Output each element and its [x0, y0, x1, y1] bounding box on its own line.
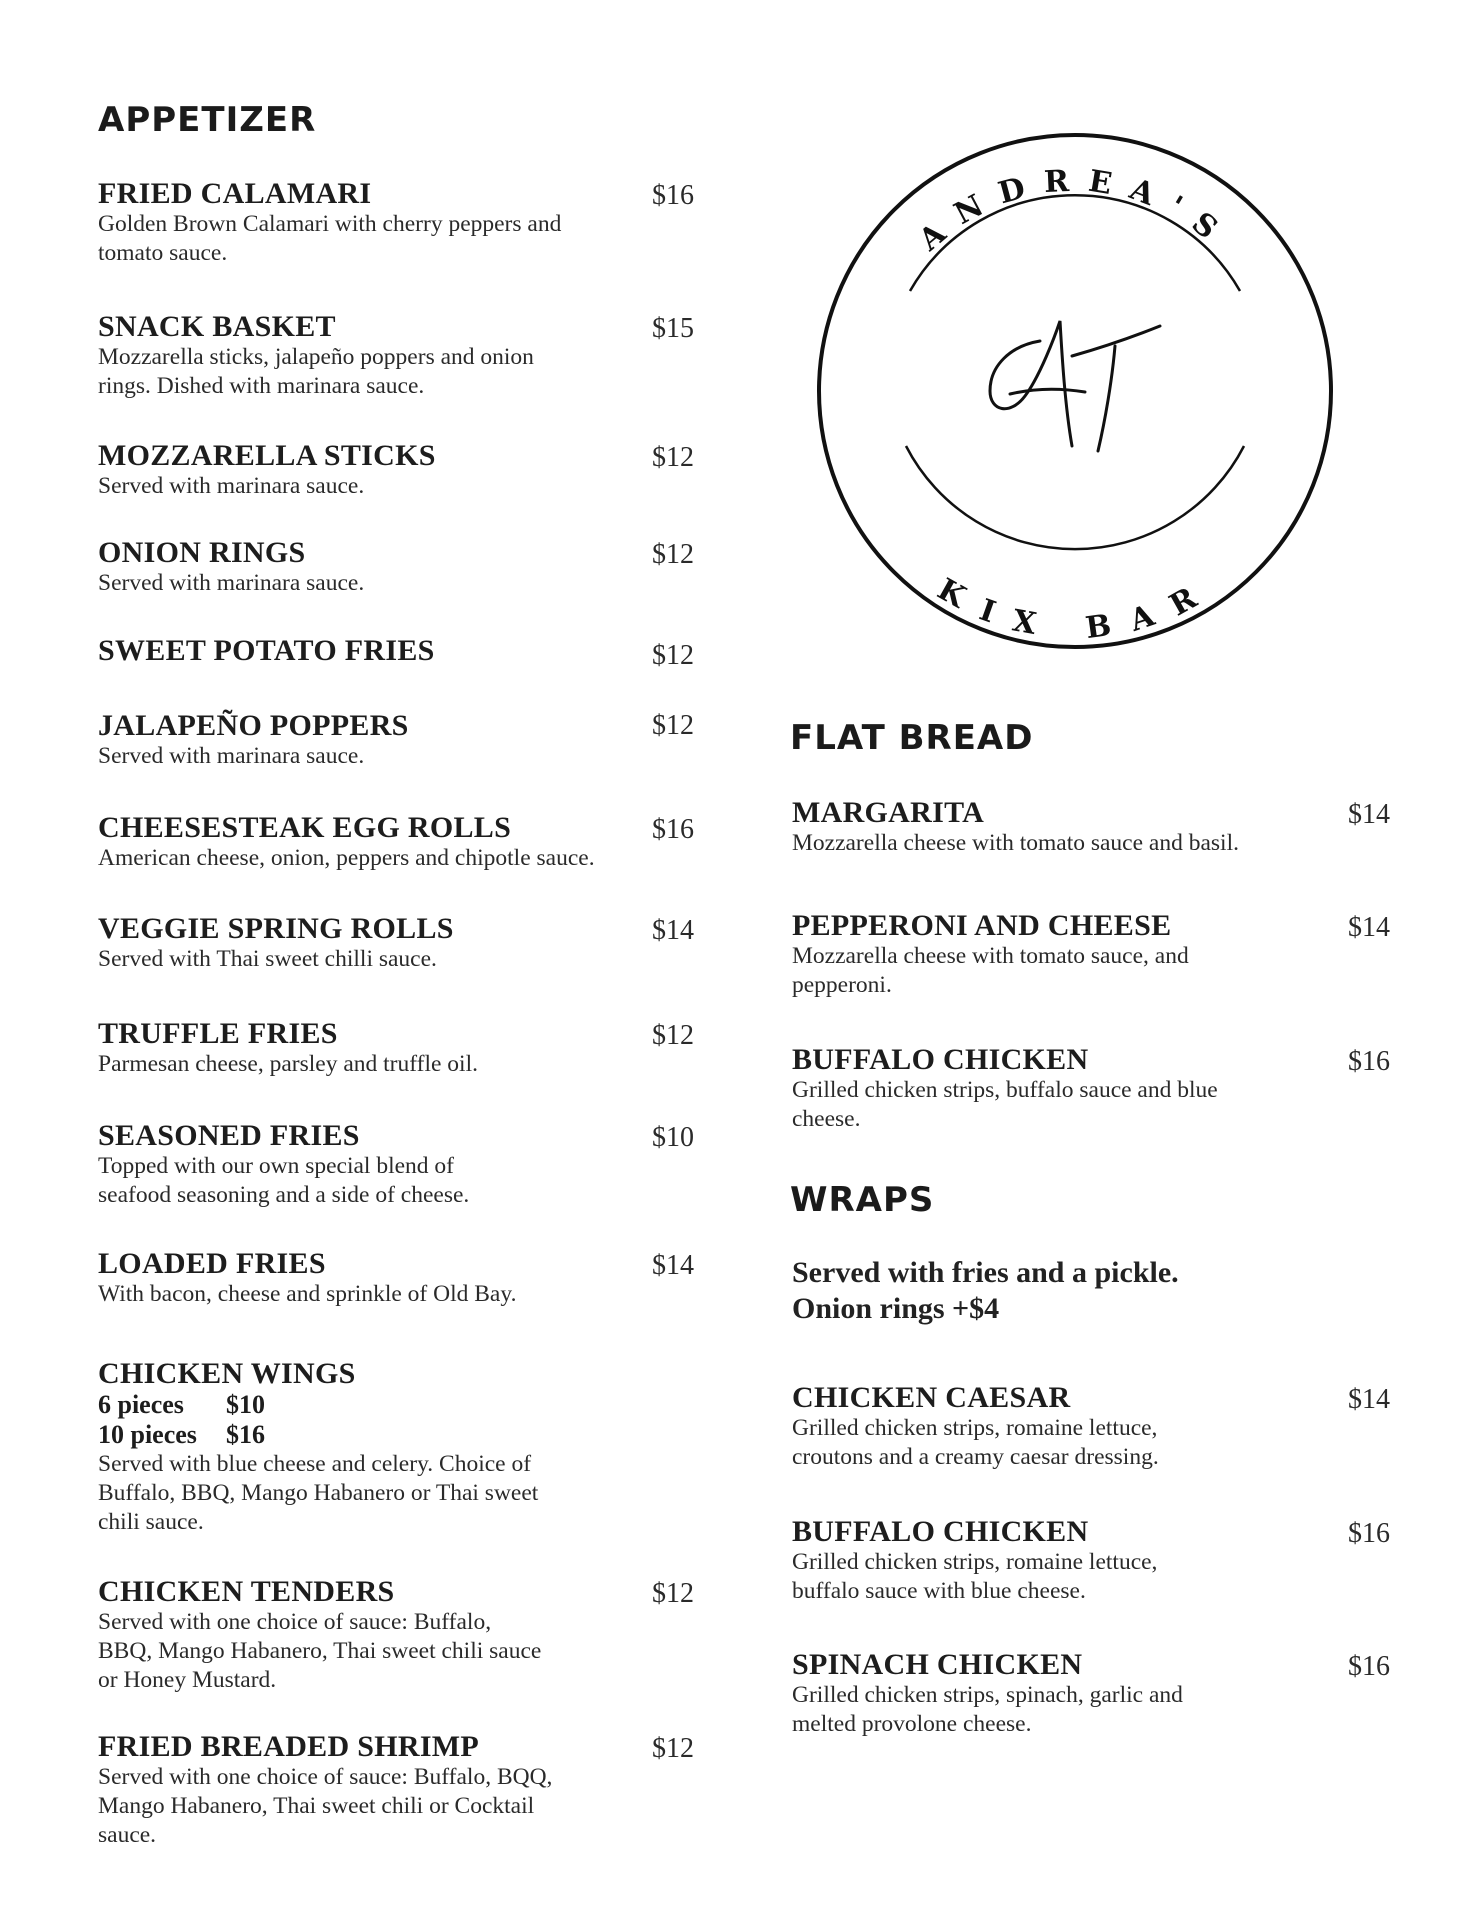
item-name: PEPPERONI AND CHEESE	[792, 909, 1172, 942]
item-description: With bacon, cheese and sprinkle of Old Bay.	[98, 1281, 517, 1307]
menu-item-truffle-fries	[98, 1018, 658, 1079]
menu-item-loaded-fries	[98, 1248, 658, 1309]
menu-item-snack-basket	[98, 311, 658, 401]
menu-item-sweet-potato-fries	[98, 635, 658, 667]
item-price: $12	[652, 710, 694, 741]
item-price: $12	[652, 640, 694, 671]
item-price: $12	[652, 1733, 694, 1764]
item-description: Served with marinara sauce.	[98, 473, 365, 499]
item-name: SPINACH CHICKEN	[792, 1648, 1083, 1681]
item-description: Grilled chicken strips, buffalo sauce and blue cheese.	[792, 1077, 1218, 1132]
item-price: $14	[1348, 912, 1390, 943]
wraps-note-line2: Onion rings +$4	[792, 1292, 1000, 1325]
appetizer-heading: APPETIZER	[98, 100, 317, 140]
item-description: Parmesan cheese, parsley and truffle oil.	[98, 1051, 478, 1077]
option-label: 6 pieces	[98, 1390, 184, 1419]
item-description: Topped with our own special blend of seafood seasoning and a side of cheese.	[98, 1153, 470, 1208]
menu-item-fried-breaded-shrimp	[98, 1731, 658, 1850]
wraps-note-line1: Served with fries and a pickle.	[792, 1256, 1179, 1289]
item-price: $14	[1348, 1384, 1390, 1415]
item-description: Served with blue cheese and celery. Choice of Buffalo, BBQ, Mango Habanero or Thai sweet chili sauce.	[98, 1451, 539, 1535]
menu-item-chicken-caesar	[792, 1382, 1272, 1472]
item-price: $16	[652, 814, 694, 845]
wing-option-10	[98, 1420, 658, 1450]
option-price: $16	[226, 1420, 265, 1449]
item-price: $10	[652, 1122, 694, 1153]
item-price: $16	[1348, 1651, 1390, 1682]
item-name: FRIED CALAMARI	[98, 177, 372, 210]
item-description: Golden Brown Calamari with cherry peppers and tomato sauce.	[98, 211, 562, 266]
item-price: $14	[1348, 799, 1390, 830]
wraps-heading: WRAPS	[790, 1180, 935, 1220]
item-price: $12	[652, 1578, 694, 1609]
item-name: SNACK BASKET	[98, 310, 336, 343]
item-name: BUFFALO CHICKEN	[792, 1515, 1089, 1548]
item-description: Mozzarella cheese with tomato sauce, and pepperoni.	[792, 943, 1189, 998]
item-description: Served with one choice of sauce: Buffalo, BBQ, Mango Habanero, Thai sweet chili sauce or Honey Mustard.	[98, 1609, 542, 1693]
item-description: Served with marinara sauce.	[98, 743, 365, 769]
item-price: $12	[652, 539, 694, 570]
item-name: LOADED FRIES	[98, 1247, 326, 1280]
item-name: MARGARITA	[792, 796, 985, 829]
item-description: American cheese, onion, peppers and chipotle sauce.	[98, 845, 595, 871]
option-label: 10 pieces	[98, 1420, 197, 1449]
item-name: SEASONED FRIES	[98, 1119, 360, 1152]
item-description: Mozzarella cheese with tomato sauce and basil.	[792, 830, 1239, 856]
wraps-note	[792, 1255, 1179, 1327]
logo-bottom-text: KIX BAR	[931, 571, 1219, 647]
menu-item-chicken-tenders	[98, 1576, 658, 1695]
item-price: $12	[652, 1020, 694, 1051]
item-price: $14	[652, 1250, 694, 1281]
menu-item-flatbread-buffalo-chicken	[792, 1044, 1272, 1134]
menu-item-pepperoni-and-cheese	[792, 910, 1272, 1000]
item-price: $16	[1348, 1518, 1390, 1549]
menu-item-margarita	[792, 797, 1272, 858]
menu-item-onion-rings	[98, 537, 658, 598]
item-description: Served with Thai sweet chilli sauce.	[98, 946, 437, 972]
item-description: Served with marinara sauce.	[98, 570, 365, 596]
menu-item-mozzarella-sticks	[98, 440, 658, 501]
item-name: CHEESESTEAK EGG ROLLS	[98, 811, 512, 844]
item-price: $16	[1348, 1046, 1390, 1077]
item-name: CHICKEN TENDERS	[98, 1575, 395, 1608]
item-price: $16	[652, 180, 694, 211]
menu-item-cheesesteak-egg-rolls	[98, 812, 658, 873]
item-name: TRUFFLE FRIES	[98, 1017, 338, 1050]
flatbread-heading: FLAT BREAD	[790, 718, 1034, 758]
logo-monogram	[990, 321, 1160, 451]
item-name: FRIED BREADED SHRIMP	[98, 1730, 480, 1763]
item-name: ONION RINGS	[98, 536, 306, 569]
logo-top-text: ANDREA'S	[912, 163, 1238, 259]
item-name: MOZZARELLA STICKS	[98, 439, 436, 472]
menu-item-wraps-buffalo-chicken	[792, 1516, 1272, 1606]
wing-option-6	[98, 1390, 658, 1420]
item-name: CHICKEN WINGS	[98, 1357, 356, 1390]
item-price: $14	[652, 915, 694, 946]
item-name: BUFFALO CHICKEN	[792, 1043, 1089, 1076]
item-price: $12	[652, 442, 694, 473]
item-name: SWEET POTATO FRIES	[98, 634, 435, 667]
item-name: JALAPEÑO POPPERS	[98, 709, 409, 742]
menu-item-chicken-wings	[98, 1358, 658, 1537]
item-name: VEGGIE SPRING ROLLS	[98, 912, 454, 945]
item-description: Mozzarella sticks, jalapeño poppers and onion rings. Dished with marinara sauce.	[98, 344, 534, 399]
item-description: Grilled chicken strips, romaine lettuce, buffalo sauce with blue cheese.	[792, 1549, 1158, 1604]
menu-item-veggie-spring-rolls	[98, 913, 658, 974]
menu-item-seasoned-fries	[98, 1120, 658, 1210]
menu-item-jalapeno-poppers	[98, 710, 658, 771]
andreas-kix-bar-logo	[810, 126, 1370, 656]
option-price: $10	[226, 1390, 265, 1419]
menu-item-spinach-chicken	[792, 1649, 1272, 1739]
logo-bottom-arc	[906, 446, 1244, 549]
item-name: CHICKEN CAESAR	[792, 1381, 1071, 1414]
menu-item-fried-calamari	[98, 178, 658, 268]
item-description: Grilled chicken strips, spinach, garlic and melted provolone cheese.	[792, 1682, 1183, 1737]
item-price: $15	[652, 313, 694, 344]
item-description: Grilled chicken strips, romaine lettuce, croutons and a creamy caesar dressing.	[792, 1415, 1159, 1470]
item-description: Served with one choice of sauce: Buffalo, BQQ, Mango Habanero, Thai sweet chili or Cocktail sauce.	[98, 1764, 553, 1848]
